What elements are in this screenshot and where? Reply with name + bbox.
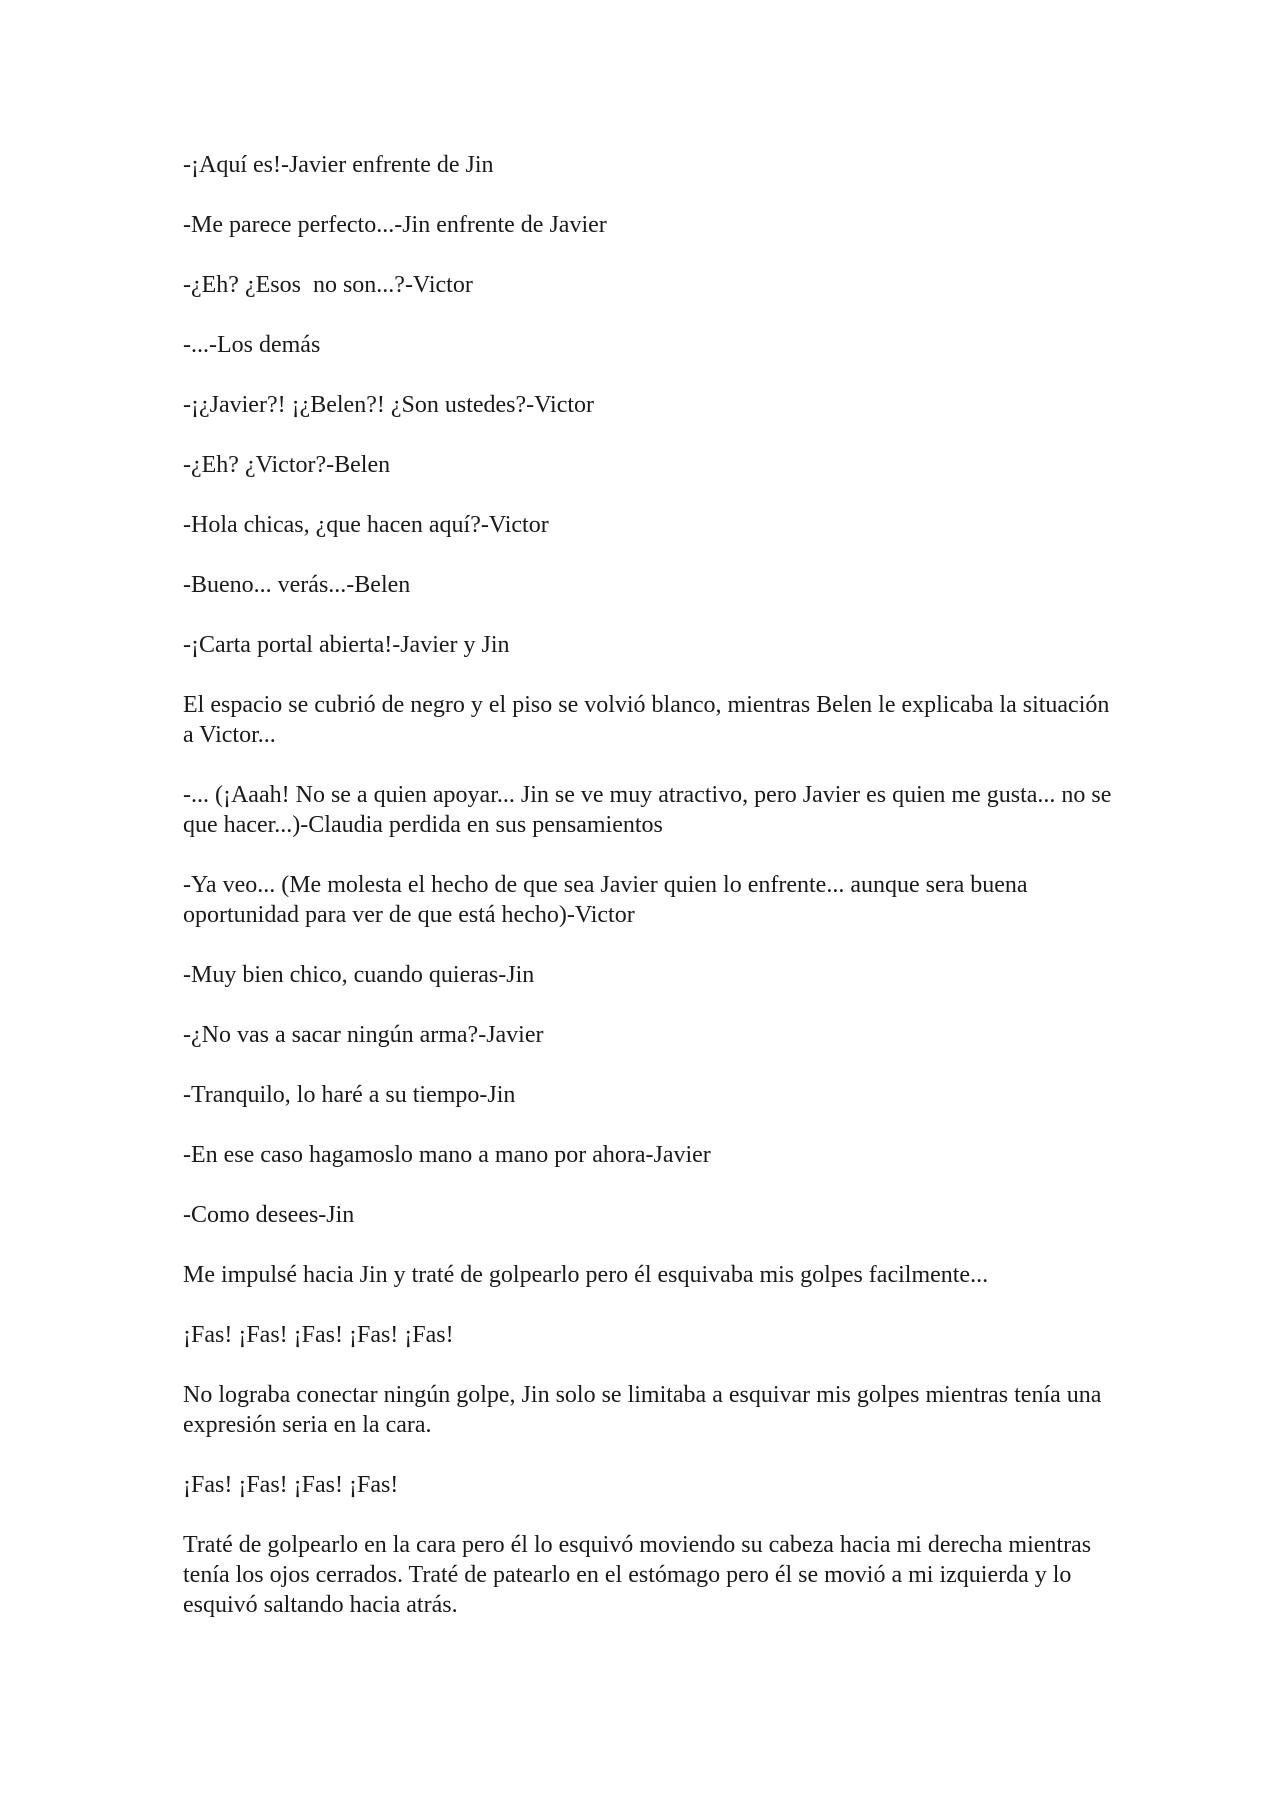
paragraph: Me impulsé hacia Jin y traté de golpearlo pero él esquivaba mis golpes facilmente... <box>183 1262 989 1288</box>
paragraph: ¡Fas! ¡Fas! ¡Fas! ¡Fas! <box>183 1472 399 1498</box>
paragraph: -Como desees-Jin <box>183 1202 355 1228</box>
paragraph: -¡Carta portal abierta!-Javier y Jin <box>183 632 510 658</box>
paragraph: -¡Aquí es!-Javier enfrente de Jin <box>183 152 494 178</box>
paragraph: -Bueno... verás...-Belen <box>183 572 411 598</box>
paragraph: -¡¿Javier?! ¡¿Belen?! ¿Son ustedes?-Victor <box>183 392 595 418</box>
paragraph: -En ese caso hagamoslo mano a mano por ahora-Javier <box>183 1142 711 1168</box>
paragraph: -Tranquilo, lo haré a su tiempo-Jin <box>183 1082 516 1108</box>
paragraph: ¡Fas! ¡Fas! ¡Fas! ¡Fas! ¡Fas! <box>183 1322 454 1348</box>
paragraph: -Ya veo... (Me molesta el hecho de que sea Javier quien lo enfrente... aunque sera buena oportunidad para ver de que está hecho)-Victor <box>183 872 1028 928</box>
paragraph: -Hola chicas, ¿que hacen aquí?-Victor <box>183 512 549 538</box>
paragraph: El espacio se cubrió de negro y el piso se volvió blanco, mientras Belen le explicaba la situación a Victor... <box>183 692 1110 748</box>
paragraph: -... (¡Aaah! No se a quien apoyar... Jin se ve muy atractivo, pero Javier es quien me gusta... no se que hacer...)-Claudia perdida en sus pensamientos <box>183 782 1112 838</box>
paragraph: -Me parece perfecto...-Jin enfrente de Javier <box>183 212 607 238</box>
paragraph: -Muy bien chico, cuando quieras-Jin <box>183 962 535 988</box>
paragraph: No lograba conectar ningún golpe, Jin solo se limitaba a esquivar mis golpes mientras tenía una expresión seria en la cara. <box>183 1382 1102 1438</box>
paragraph: -¿Eh? ¿Esos no son...?-Victor <box>183 272 473 298</box>
paragraph: -¿No vas a sacar ningún arma?-Javier <box>183 1022 544 1048</box>
paragraph: -¿Eh? ¿Victor?-Belen <box>183 452 391 478</box>
document-body <box>183 150 1113 1650</box>
paragraph: -...-Los demás <box>183 332 321 358</box>
paragraph: Traté de golpearlo en la cara pero él lo esquivó moviendo su cabeza hacia mi derecha mientras tenía los ojos cerrados. Traté de patearlo en el estómago pero él se movió a mi izquierda y lo esquivó saltando hacia atrás. <box>183 1532 1092 1618</box>
